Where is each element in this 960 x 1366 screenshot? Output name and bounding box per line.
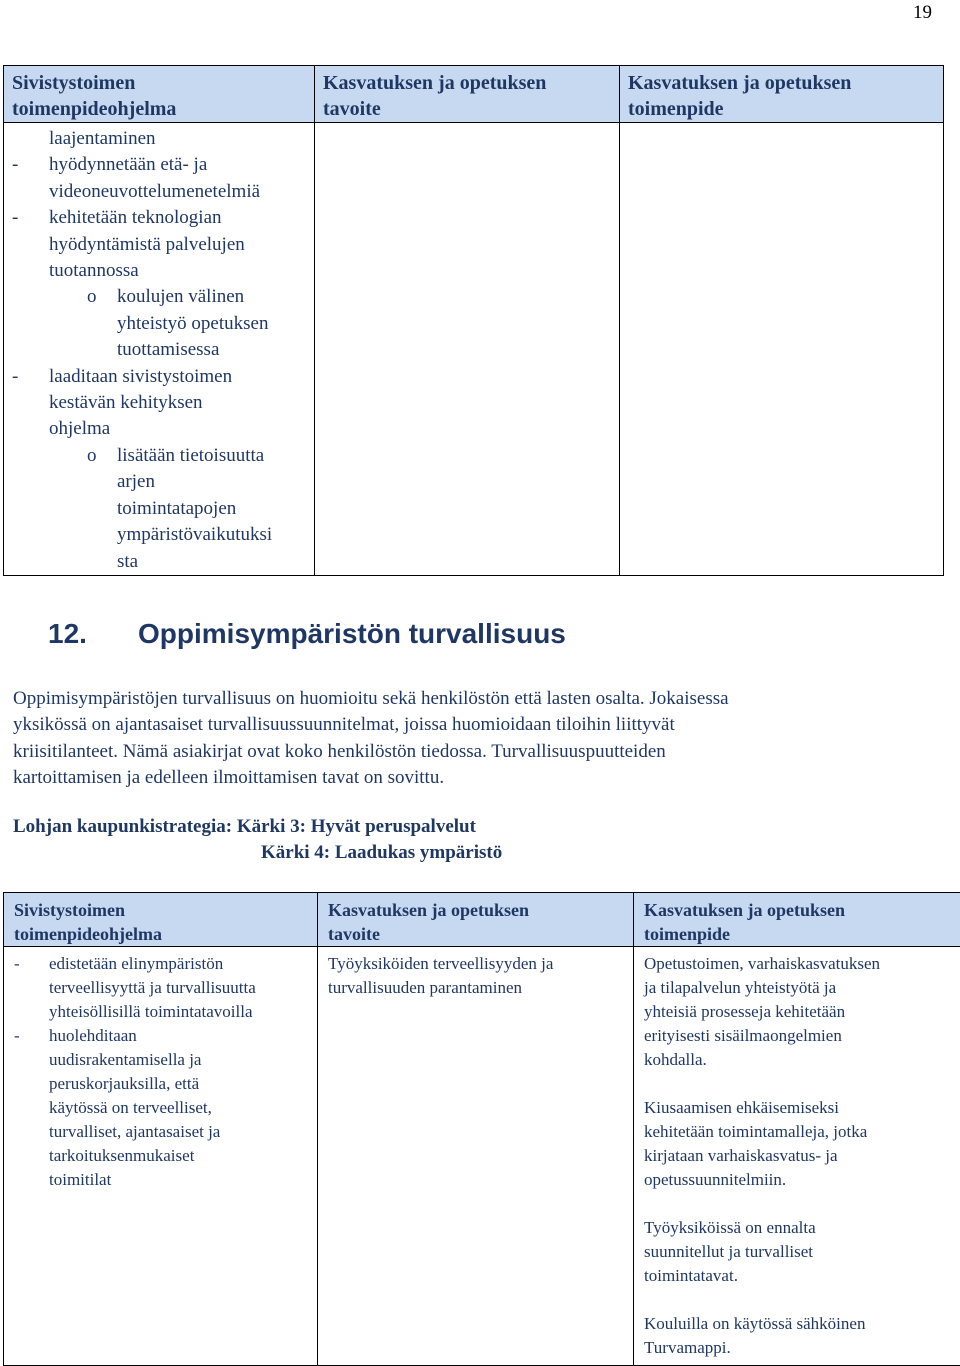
city-strategy <box>13 814 502 866</box>
header-cell-action <box>620 66 944 123</box>
action-paragraphs <box>634 947 960 1360</box>
list-line <box>4 311 314 337</box>
list-text: laajentaminen <box>49 128 156 149</box>
list-text: yhteisöllisillä toimintatavoilla <box>49 1002 253 1021</box>
program-list <box>4 123 314 575</box>
header-cell-program <box>4 893 318 947</box>
list-line <box>4 284 314 310</box>
list-line <box>4 443 314 469</box>
paragraph-line: Oppimisympäristöjen turvallisuus on huomioitu sekä henkilöstön että lasten osalta. Jokaisessa <box>13 686 729 712</box>
list-line <box>4 232 314 258</box>
section-number: 12. <box>48 618 138 650</box>
list-line <box>4 152 314 178</box>
section-title: Oppimisympäristön turvallisuus <box>138 618 566 649</box>
header-cell-goal <box>315 66 620 123</box>
action-line: yhteisiä prosesseja kehitetään <box>644 1000 960 1024</box>
header-line: tavoite <box>323 96 619 122</box>
header-line: toimenpide <box>628 96 943 122</box>
action-line: erityisesti sisäilmaongelmien <box>644 1024 960 1048</box>
bullet-marker: - <box>14 952 20 976</box>
list-text: hyödynnetään etä- ja <box>49 154 207 175</box>
action-line: kehitetään toimintamalleja, jotka <box>644 1120 960 1144</box>
list-line <box>4 1168 317 1192</box>
program-cell <box>4 947 318 1366</box>
action-line: toimintatavat. <box>644 1264 960 1288</box>
section-heading <box>48 618 566 650</box>
page-number: 19 <box>913 2 932 24</box>
list-text: kehitetään teknologian <box>49 207 222 228</box>
header-line: toimenpideohjelma <box>14 922 317 946</box>
goal-cell <box>318 947 634 1366</box>
action-line: ja tilapalvelun yhteistyötä ja <box>644 976 960 1000</box>
action-paragraph <box>634 1096 960 1192</box>
list-text: turvalliset, ajantasaiset ja <box>49 1122 220 1141</box>
paragraph-line: kriisitilanteet. Nämä asiakirjat ovat koko henkilöstön tiedossa. Turvallisuuspuutteiden <box>13 739 729 765</box>
list-line <box>4 1096 317 1120</box>
list-text: arjen <box>117 471 155 492</box>
list-text: peruskorjauksilla, että <box>49 1074 199 1093</box>
header-line: Kasvatuksen ja opetuksen <box>644 898 960 922</box>
list-text: lisätään tietoisuutta <box>117 445 264 466</box>
list-line <box>4 205 314 231</box>
header-cell-goal <box>318 893 634 947</box>
bullet-marker: - <box>12 364 18 390</box>
list-line <box>4 1144 317 1168</box>
header-cell-action <box>634 893 960 947</box>
list-text: käytössä on terveelliset, <box>49 1098 212 1117</box>
header-line: Kasvatuksen ja opetuksen <box>628 70 943 96</box>
list-line <box>4 416 314 442</box>
action-line: kohdalla. <box>644 1048 960 1072</box>
action-line: Opetustoimen, varhaiskasvatuksen <box>644 952 960 976</box>
list-line <box>4 364 314 390</box>
header-line: toimenpide <box>644 922 960 946</box>
action-line: kirjataan varhaiskasvatus- ja <box>644 1144 960 1168</box>
strategy-item: Kärki 4: Laadukas ympäristö <box>261 842 502 863</box>
list-text: kestävän kehityksen <box>49 392 203 413</box>
header-line: toimenpideohjelma <box>12 96 314 122</box>
program-list <box>4 947 317 1192</box>
list-text: toimintatapojen <box>117 498 236 519</box>
list-text: koulujen välinen <box>117 286 244 307</box>
list-line <box>4 337 314 363</box>
list-line <box>4 126 314 152</box>
bullet-marker: o <box>87 284 97 310</box>
section-paragraph <box>13 686 729 791</box>
list-text: tuotannossa <box>49 260 139 281</box>
strategy-label: Lohjan kaupunkistrategia <box>13 816 226 837</box>
list-line <box>4 1000 317 1024</box>
list-line <box>4 179 314 205</box>
list-line <box>4 1048 317 1072</box>
action-paragraph <box>634 1216 960 1288</box>
goal-line: turvallisuuden parantaminen <box>328 976 633 1000</box>
list-line <box>4 952 317 976</box>
list-line <box>4 1072 317 1096</box>
header-line: Sivistystoimen <box>12 70 314 96</box>
header-line: tavoite <box>328 922 633 946</box>
list-line <box>4 976 317 1000</box>
list-text: hyödyntämistä palvelujen <box>49 234 245 255</box>
goal-line: Työyksiköiden terveellisyyden ja <box>328 952 633 976</box>
list-text: ohjelma <box>49 418 110 439</box>
list-line <box>4 390 314 416</box>
bullet-marker: - <box>14 1024 20 1048</box>
header-line: Kasvatuksen ja opetuksen <box>323 70 619 96</box>
action-line: suunnitellut ja turvalliset <box>644 1240 960 1264</box>
header-line: Kasvatuksen ja opetuksen <box>328 898 633 922</box>
action-line: opetussuunnitelmiin. <box>644 1168 960 1192</box>
paragraph-line: yksikössä on ajantasaiset turvallisuussuunnitelmat, joissa huomioidaan tiloihin liittyvät <box>13 712 729 738</box>
action-cell <box>620 123 944 576</box>
goal-text <box>318 947 633 1000</box>
action-paragraph <box>634 1312 960 1360</box>
action-paragraph <box>634 952 960 1072</box>
action-line: Kouluilla on käytössä sähköinen <box>644 1312 960 1336</box>
list-text: toimitilat <box>49 1170 111 1189</box>
bullet-marker: - <box>12 152 18 178</box>
bullet-marker: o <box>87 443 97 469</box>
action-line: Työyksiköissä on ennalta <box>644 1216 960 1240</box>
paragraph-line: kartoittamisen ja edelleen ilmoittamisen tavat on sovittu. <box>13 765 729 791</box>
header-line: Sivistystoimen <box>14 898 317 922</box>
list-text: tarkoituksenmukaiset <box>49 1146 194 1165</box>
safety-action-plan-table <box>3 892 960 1366</box>
action-plan-table-continued <box>3 65 944 576</box>
list-line <box>4 522 314 548</box>
list-line <box>4 496 314 522</box>
list-text: ympäristövaikutuksi <box>117 524 272 545</box>
strategy-item: Kärki 3: Hyvät peruspalvelut <box>237 816 476 837</box>
list-line <box>4 469 314 495</box>
action-line: Kiusaamisen ehkäisemiseksi <box>644 1096 960 1120</box>
list-text: yhteistyö opetuksen <box>117 313 268 334</box>
list-text: tuottamisessa <box>117 339 219 360</box>
header-cell-program <box>4 66 315 123</box>
list-line <box>4 1024 317 1048</box>
list-text: videoneuvottelumenetelmiä <box>49 181 260 202</box>
list-text: uudisrakentamisella ja <box>49 1050 201 1069</box>
action-cell <box>634 947 960 1366</box>
list-line <box>4 1120 317 1144</box>
program-cell <box>4 123 315 576</box>
list-text: huolehditaan <box>49 1026 137 1045</box>
list-text: laaditaan sivistystoimen <box>49 366 232 387</box>
goal-cell <box>315 123 620 576</box>
bullet-marker: - <box>12 205 18 231</box>
list-line <box>4 258 314 284</box>
list-text: terveellisyyttä ja turvallisuutta <box>49 978 256 997</box>
list-text: edistetään elinympäristön <box>49 954 223 973</box>
strategy-separator: : <box>226 816 232 837</box>
action-line: Turvamappi. <box>644 1336 960 1360</box>
list-text: sta <box>117 551 138 572</box>
list-line <box>4 549 314 575</box>
